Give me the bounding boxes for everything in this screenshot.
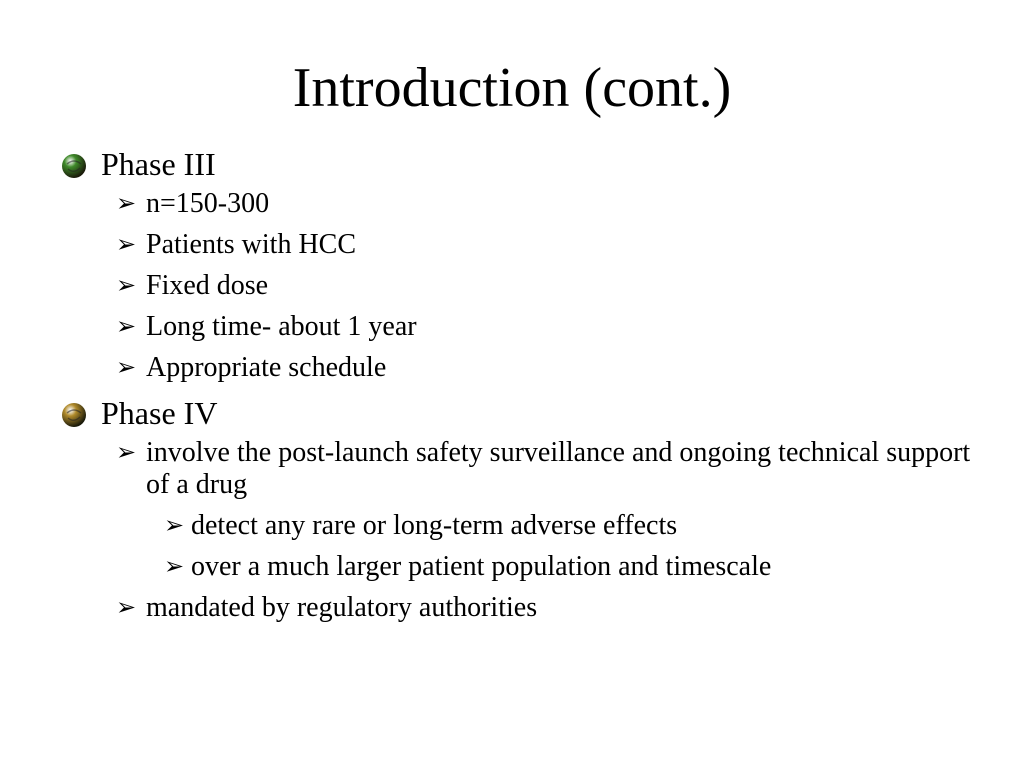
arrow-bullet-icon: ➢ [164,554,185,580]
arrow-bullet-icon: ➢ [164,513,185,539]
sub-list-item-text: over a much larger patient population and timescale [191,551,772,582]
sub-list-item [60,551,980,583]
arrow-bullet-icon: ➢ [116,232,137,258]
list-item [60,188,980,220]
section-label: Phase IV [101,395,218,431]
list-item-text: Appropriate schedule [146,352,387,383]
list-item [60,229,980,261]
section-heading [60,144,980,184]
list-item [60,352,980,384]
section-heading [60,393,980,433]
list-item-text: involve the post-launch safety surveillance and ongoing technical support of a drug [146,437,971,500]
list-item-text: Long time- about 1 year [146,311,417,342]
arrow-bullet-icon: ➢ [116,440,137,466]
arrow-bullet-icon: ➢ [116,314,137,340]
list-item [60,270,980,302]
slide-body [60,144,980,633]
list-item-text: Patients with HCC [146,229,357,260]
list-item-text: mandated by regulatory authorities [146,592,538,623]
gold-sphere-bullet-icon [60,401,88,429]
sub-list-item [60,510,980,542]
arrow-bullet-icon: ➢ [116,191,137,217]
section-label: Phase III [101,146,216,182]
sub-list-item-text: detect any rare or long-term adverse effects [191,510,678,541]
arrow-bullet-icon: ➢ [116,273,137,299]
list-item [60,311,980,343]
bullet-list [60,437,980,624]
list-item [60,592,980,624]
list-item-text: Fixed dose [146,270,269,301]
arrow-bullet-icon: ➢ [116,355,137,381]
list-item [60,437,980,501]
slide-title: Introduction (cont.) [292,57,732,119]
arrow-bullet-icon: ➢ [116,595,137,621]
green-sphere-bullet-icon [60,152,88,180]
bullet-list [60,188,980,384]
list-item-text: n=150-300 [146,188,270,219]
